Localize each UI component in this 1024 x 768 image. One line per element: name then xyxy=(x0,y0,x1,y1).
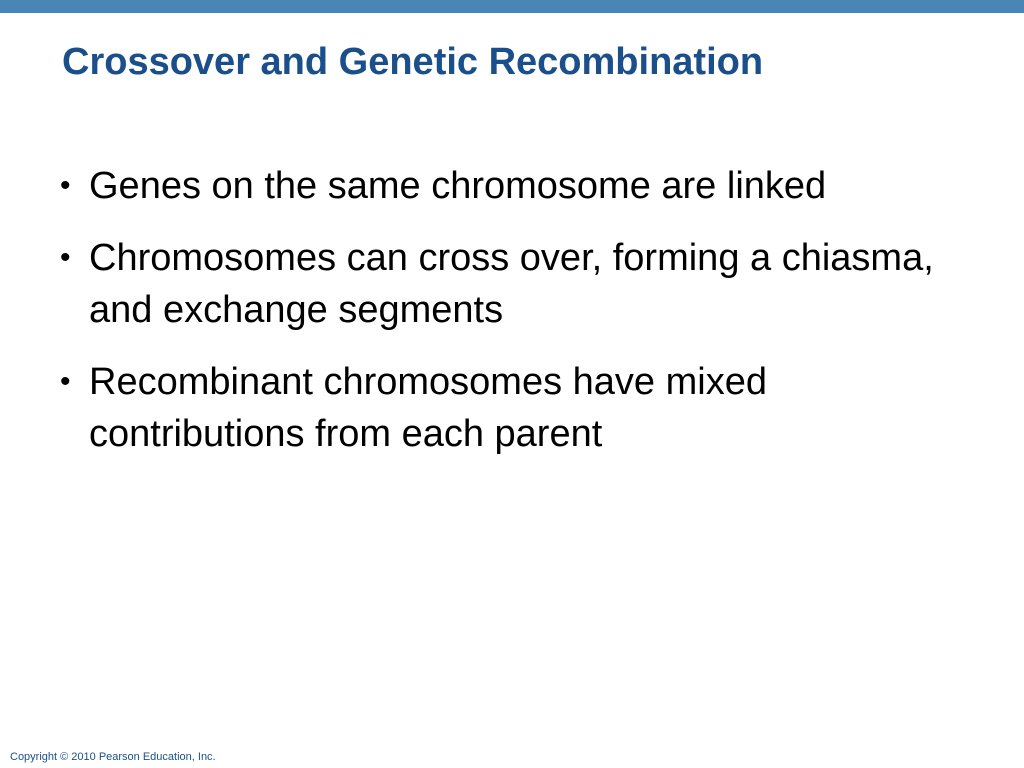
bullet-text: Genes on the same chromosome are linked xyxy=(89,165,827,207)
top-accent-bar xyxy=(0,0,1024,13)
bullet-text: Recombinant chromosomes have mixed contributions from each parent xyxy=(89,361,767,455)
bullet-text: Chromosomes can cross over, forming a chiasma, and exchange segments xyxy=(89,237,934,331)
bullet-marker: • xyxy=(60,169,71,202)
slide-title: Crossover and Genetic Recombination xyxy=(62,41,764,83)
bullet-marker: • xyxy=(60,365,71,398)
bullet-marker: • xyxy=(60,241,71,274)
bullet-item xyxy=(60,160,960,212)
bullet-item xyxy=(60,232,960,336)
copyright-notice: Copyright © 2010 Pearson Education, Inc. xyxy=(10,751,216,763)
bullet-list xyxy=(60,160,960,480)
bullet-item xyxy=(60,356,960,460)
